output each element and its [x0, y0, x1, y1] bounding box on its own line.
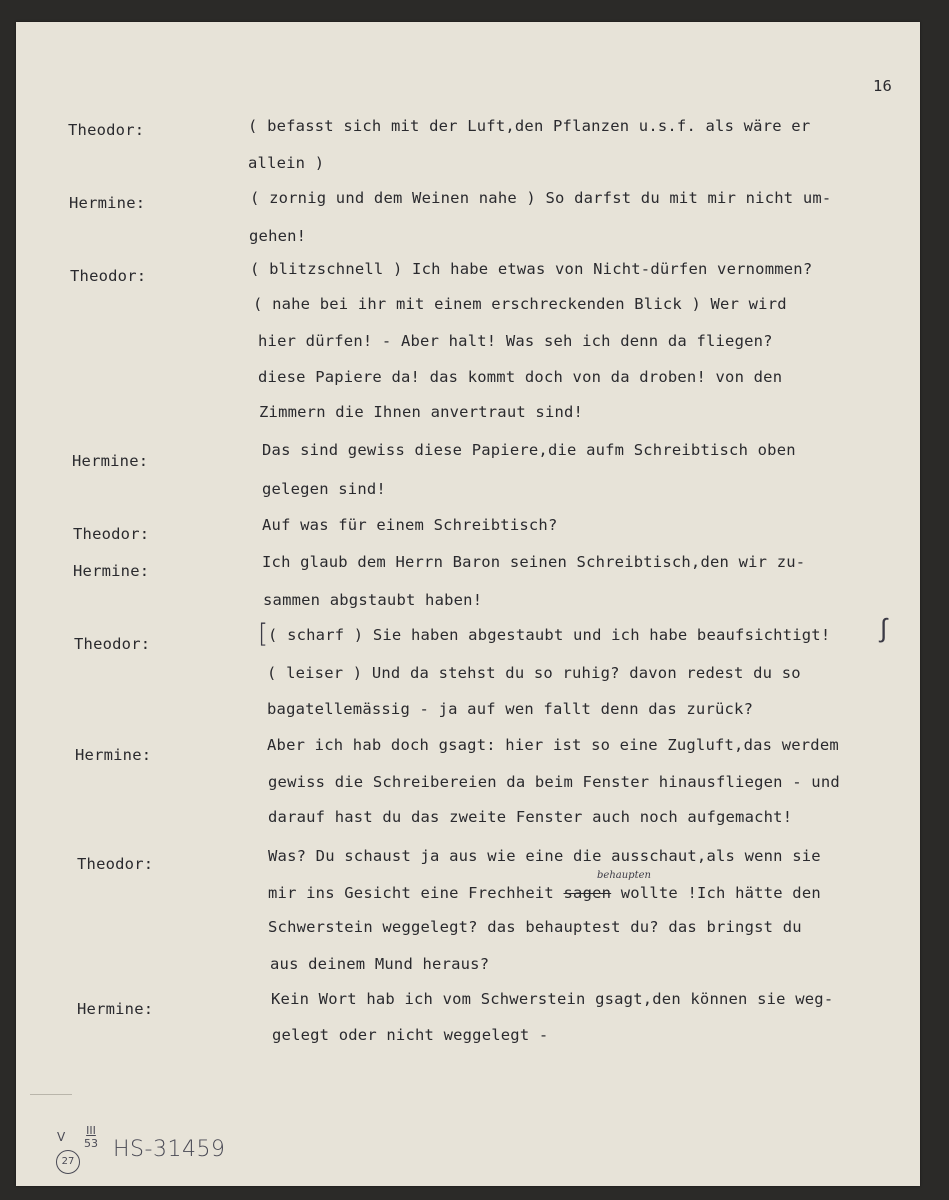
text-line: gewiss die Schreibereien da beim Fenster hinausfliegen - und: [268, 773, 840, 791]
text-line: bagatellemässig - ja auf wen fallt denn das zurück?: [267, 700, 754, 718]
text-line: allein ): [248, 154, 325, 172]
speaker-label: Theodor:: [77, 855, 154, 873]
page-number: 16: [873, 77, 893, 95]
text-line: Aber ich hab doch gsagt: hier ist so eine Zugluft,das werdem: [267, 736, 839, 754]
speaker-label: Hermine:: [72, 452, 149, 470]
text-line: diese Papiere da! das kommt doch von da droben! von den: [258, 368, 783, 386]
page-mark-line: [30, 1094, 72, 1095]
text-line: Kein Wort hab ich vom Schwerstein gsagt,den können sie weg-: [271, 990, 834, 1008]
archive-shelfmark: HS-31459: [113, 1137, 226, 1162]
text-line-with-correction: [268, 884, 821, 902]
text-line: gelegt oder nicht weggelegt -: [272, 1026, 549, 1044]
text-line: ( blitzschnell ) Ich habe etwas von Nicht-dürfen vernommen?: [250, 260, 813, 278]
text-line: ( zornig und dem Weinen nahe ) So darfst du mit mir nicht um-: [250, 189, 832, 207]
archive-volume-mark: V: [57, 1130, 66, 1144]
text-segment: wollte !Ich hätte den: [611, 884, 821, 902]
archive-fraction-mark: [84, 1124, 98, 1150]
speaker-label: Theodor:: [70, 267, 147, 285]
handwritten-bracket: ∫: [880, 614, 888, 644]
text-line: darauf hast du das zweite Fenster auch noch aufgemacht!: [268, 808, 793, 826]
speaker-label: Theodor:: [73, 525, 150, 543]
text-line: ( befasst sich mit der Luft,den Pflanzen u.s.f. als wäre er: [248, 117, 811, 135]
text-line: sammen abgstaubt haben!: [263, 591, 483, 609]
archive-circled-number: 27: [56, 1150, 80, 1174]
text-line: Schwerstein weggelegt? das behauptest du? das bringst du: [268, 918, 802, 936]
text-line: Ich glaub dem Herrn Baron seinen Schreibtisch,den wir zu-: [262, 553, 806, 571]
archive-fraction-top: III: [86, 1124, 96, 1137]
speaker-label: Theodor:: [68, 121, 145, 139]
text-line: Auf was für einem Schreibtisch?: [262, 516, 558, 534]
speaker-label: Hermine:: [75, 746, 152, 764]
text-line: hier dürfen! - Aber halt! Was seh ich denn da fliegen?: [258, 332, 773, 350]
text-line: Das sind gewiss diese Papiere,die aufm Schreibtisch oben: [262, 441, 796, 459]
text-line: gelegen sind!: [262, 480, 386, 498]
text-segment: mir ins Gesicht eine Frechheit: [268, 884, 554, 902]
speaker-label: Hermine:: [69, 194, 146, 212]
text-line: ( nahe bei ihr mit einem erschreckenden Blick ) Wer wird: [253, 295, 787, 313]
speaker-label: Hermine:: [73, 562, 150, 580]
text-line: Was? Du schaust ja aus wie eine die ausschaut,als wenn sie: [268, 847, 821, 865]
handwritten-insertion: behaupten: [597, 870, 651, 881]
archive-fraction-bottom: 53: [84, 1137, 98, 1150]
speaker-label: Hermine:: [77, 1000, 154, 1018]
text-line: gehen!: [249, 227, 307, 245]
text-line: ( leiser ) Und da stehst du so ruhig? davon redest du so: [267, 664, 801, 682]
speaker-label: Theodor:: [74, 635, 151, 653]
struck-word: sagen: [563, 884, 612, 902]
text-line: ( scharf ) Sie haben abgestaubt und ich habe beaufsichtigt!: [268, 626, 831, 644]
text-line: Zimmern die Ihnen anvertraut sind!: [259, 403, 584, 421]
text-line: aus deinem Mund heraus?: [270, 955, 490, 973]
handwritten-bracket: [: [258, 619, 269, 649]
